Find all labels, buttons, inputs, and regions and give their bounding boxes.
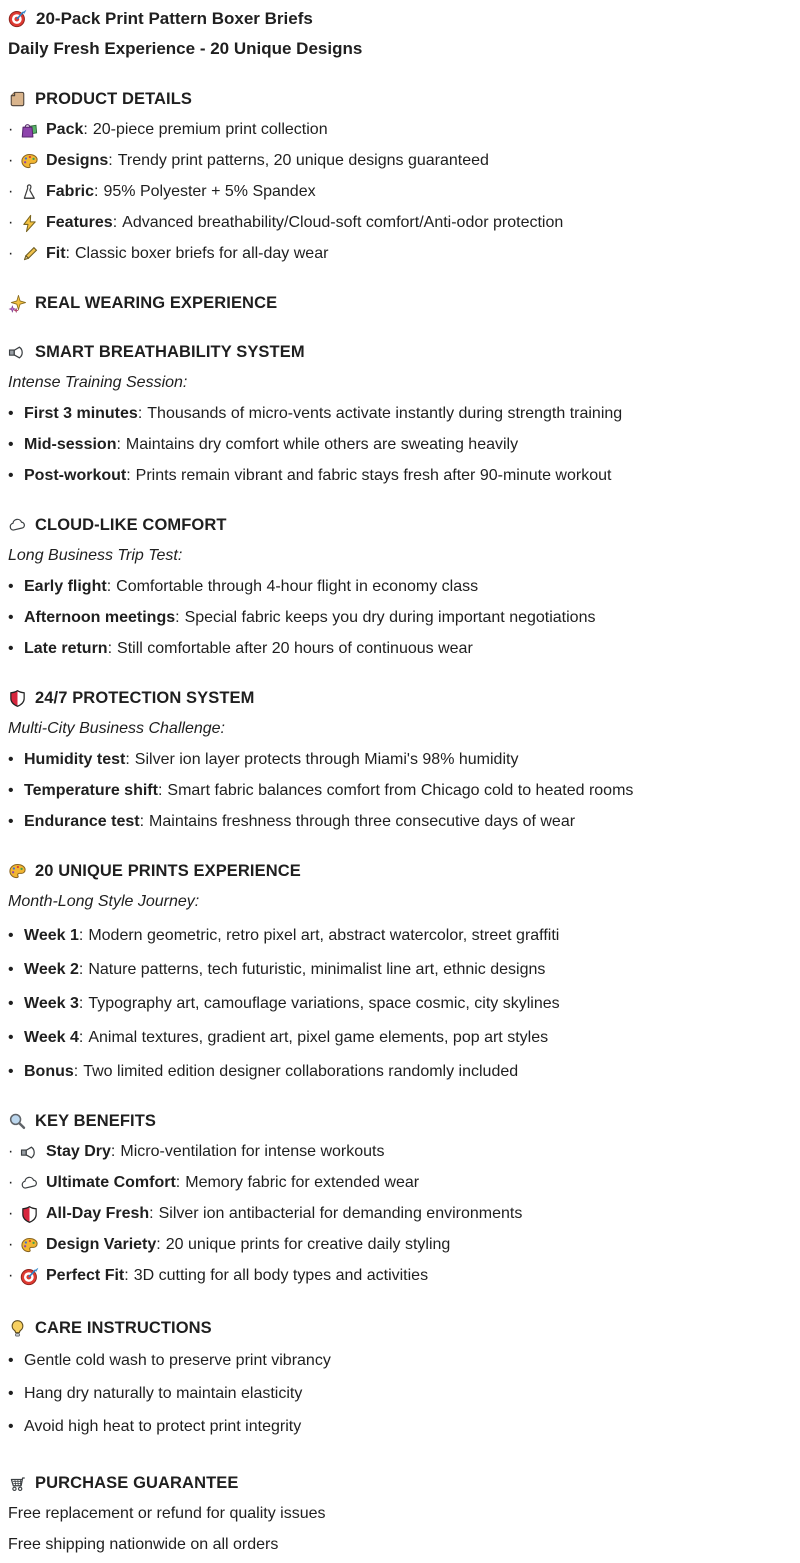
list-item (8, 607, 800, 629)
page-title-text: 20-Pack Print Pattern Boxer Briefs (36, 9, 313, 28)
pencil-icon (20, 245, 39, 264)
shopping-bag-icon (20, 121, 39, 140)
bullet-dot: · (8, 183, 14, 200)
item-text: Hang dry naturally to maintain elasticity (24, 1385, 303, 1402)
item-label: Temperature shift : (24, 780, 162, 802)
bullet-dot: • (8, 467, 14, 484)
list-item (8, 403, 800, 425)
list-item (8, 1265, 800, 1287)
bullet-dot: • (8, 751, 14, 768)
bullet-dot: • (8, 640, 14, 657)
item-text: Typography art, camouflage variations, space cosmic, city skylines (88, 995, 560, 1012)
item-text: 20-piece premium print collection (92, 121, 328, 138)
item-text: 3D cutting for all body types and activities (133, 1267, 429, 1284)
item-text: Modern geometric, retro pixel art, abstract watercolor, street graffiti (88, 927, 560, 944)
scenario-label: Month-Long Style Journey: (8, 893, 200, 910)
bullet-dot: • (8, 578, 14, 595)
bullet-dot: • (8, 813, 14, 830)
item-text: Avoid high heat to protect print integrity (24, 1418, 302, 1435)
item-text: Silver ion layer protects through Miami's 98% humidity (134, 751, 519, 768)
scenario-label: Intense Training Session: (8, 374, 188, 391)
section-heading-real-wearing (8, 292, 800, 314)
scenario-label: Multi-City Business Challenge: (8, 720, 225, 737)
cloud-icon (8, 516, 27, 535)
bullet-dot: · (8, 245, 14, 262)
item-label: Features : (46, 212, 117, 234)
list-item (8, 1141, 800, 1163)
bullet-dot: · (8, 1174, 14, 1191)
bullet-dot: · (8, 1205, 14, 1222)
bullet-dot: • (8, 1063, 14, 1080)
bullet-dot: • (8, 961, 14, 978)
thread-icon (20, 183, 39, 202)
section-heading-breathability (8, 341, 800, 363)
bullet-dot: · (8, 1267, 14, 1284)
section-heading-protection (8, 687, 800, 709)
section-heading-label: KEY BENEFITS (35, 1112, 157, 1130)
item-text: Nature patterns, tech futuristic, minimalist line art, ethnic designs (88, 961, 546, 978)
item-text: Still comfortable after 20 hours of continuous wear (117, 640, 473, 657)
item-label: Early flight : (24, 576, 111, 598)
shopping-cart-icon (8, 1474, 27, 1493)
section-heading-label: PURCHASE GUARANTEE (35, 1474, 239, 1492)
item-label: Week 4 : (24, 1027, 83, 1049)
shield-icon (8, 689, 27, 708)
list-item (8, 749, 800, 771)
list-item (8, 1172, 800, 1194)
item-text: Micro-ventilation for intense workouts (120, 1143, 385, 1160)
list-item (8, 780, 800, 802)
list-item (8, 1383, 800, 1405)
item-label: Stay Dry : (46, 1141, 115, 1163)
bullet-dot: · (8, 152, 14, 169)
section-heading-comfort (8, 514, 800, 536)
list-item (8, 959, 800, 981)
item-text: Animal textures, gradient art, pixel game elements, pop art styles (88, 1029, 549, 1046)
list-item (8, 1203, 800, 1225)
section-heading-label: CLOUD-LIKE COMFORT (35, 516, 227, 534)
item-text: Thousands of micro-vents activate instantly during strength training (147, 405, 623, 422)
item-label: Afternoon meetings : (24, 607, 180, 629)
palette-icon (20, 152, 39, 171)
bullet-dot: • (8, 1029, 14, 1046)
shield-icon (20, 1205, 39, 1224)
section-heading-product-details (8, 88, 800, 110)
section-heading-label: REAL WEARING EXPERIENCE (35, 294, 278, 312)
bullet-dot: • (8, 1385, 14, 1402)
megaphone-icon (8, 343, 27, 362)
item-label: Post-workout : (24, 465, 131, 487)
bullet-dot: · (8, 1143, 14, 1160)
list-item (8, 434, 800, 456)
item-text: Gentle cold wash to preserve print vibrancy (24, 1352, 331, 1369)
bullet-dot: · (8, 1236, 14, 1253)
bullet-dot: • (8, 609, 14, 626)
item-text: Maintains dry comfort while others are sweating heavily (125, 436, 519, 453)
list-item (8, 576, 800, 598)
list-item (8, 1234, 800, 1256)
section-heading-prints (8, 860, 800, 882)
item-text: Prints remain vibrant and fabric stays fresh after 90-minute workout (135, 467, 612, 484)
list-item (8, 465, 800, 487)
list-item (8, 993, 800, 1015)
list-item (8, 212, 800, 234)
item-label: Endurance test : (24, 811, 144, 833)
lightning-icon (20, 214, 39, 233)
magnifier-icon (8, 1112, 27, 1131)
bullet-dot: • (8, 782, 14, 799)
list-item (8, 119, 800, 141)
bullet-dot: • (8, 1352, 14, 1369)
item-text: Two limited edition designer collaborations randomly included (83, 1063, 519, 1080)
lightbulb-icon (8, 1319, 27, 1338)
section-heading-label: 20 UNIQUE PRINTS EXPERIENCE (35, 862, 301, 880)
item-label: Mid-session : (24, 434, 121, 456)
section-heading-label: 24/7 PROTECTION SYSTEM (35, 689, 255, 707)
item-text: Advanced breathability/Cloud-soft comfort/Anti-odor protection (122, 214, 564, 231)
scenario-label: Long Business Trip Test: (8, 547, 183, 564)
bullet-dot: • (8, 1418, 14, 1435)
item-text: Special fabric keeps you dry during important negotiations (184, 609, 596, 626)
item-label: First 3 minutes : (24, 403, 142, 425)
page-subtitle: Daily Fresh Experience - 20 Unique Designs (8, 39, 363, 58)
sparkles-icon (8, 294, 27, 313)
item-label: Fit : (46, 243, 70, 265)
palette-icon (8, 862, 27, 881)
item-label: Humidity test : (24, 749, 130, 771)
item-label: Week 2 : (24, 959, 83, 981)
section-heading-care (8, 1317, 800, 1339)
bullet-dot: • (8, 927, 14, 944)
item-text: Classic boxer briefs for all-day wear (75, 245, 329, 262)
bullet-dot: · (8, 214, 14, 231)
section-heading-label: SMART BREATHABILITY SYSTEM (35, 343, 305, 361)
item-label: Designs : (46, 150, 113, 172)
item-label: Bonus : (24, 1061, 78, 1083)
bullet-dot: • (8, 995, 14, 1012)
list-item (8, 1027, 800, 1049)
item-text: Memory fabric for extended wear (185, 1174, 420, 1191)
item-label: Fabric : (46, 181, 98, 203)
list-item (8, 925, 800, 947)
list-item (8, 1061, 800, 1083)
item-label: Week 1 : (24, 925, 83, 947)
item-label: Late return : (24, 638, 112, 660)
item-label: Ultimate Comfort : (46, 1172, 180, 1194)
target-icon (20, 1267, 39, 1286)
item-text: Trendy print patterns, 20 unique designs guaranteed (117, 152, 489, 169)
item-text: 95% Polyester + 5% Spandex (103, 183, 316, 200)
list-item (8, 181, 800, 203)
list-item (8, 811, 800, 833)
item-text: Silver ion antibacterial for demanding environments (158, 1205, 523, 1222)
item-text: 20 unique prints for creative daily styling (165, 1236, 451, 1253)
section-heading-guarantee (8, 1472, 800, 1494)
item-text: Smart fabric balances comfort from Chicago cold to heated rooms (167, 782, 634, 799)
list-item (8, 1416, 800, 1438)
item-text: Comfortable through 4-hour flight in economy class (116, 578, 479, 595)
item-label: Pack : (46, 119, 88, 141)
bullet-dot: • (8, 405, 14, 422)
list-item (8, 638, 800, 660)
section-heading-label: PRODUCT DETAILS (35, 90, 193, 108)
list-item (8, 243, 800, 265)
item-label: All-Day Fresh : (46, 1203, 154, 1225)
page-title (8, 7, 800, 30)
guarantee-line: Free shipping nationwide on all orders (8, 1536, 279, 1553)
cloud-icon (20, 1174, 39, 1193)
bullet-dot: · (8, 121, 14, 138)
palette-icon (20, 1236, 39, 1255)
section-heading-label: CARE INSTRUCTIONS (35, 1319, 212, 1337)
package-icon (8, 90, 27, 109)
item-label: Week 3 : (24, 993, 83, 1015)
section-heading-benefits (8, 1110, 800, 1132)
target-icon (8, 9, 27, 28)
bullet-dot: • (8, 436, 14, 453)
megaphone-icon (20, 1143, 39, 1162)
item-label: Perfect Fit : (46, 1265, 129, 1287)
list-item (8, 150, 800, 172)
list-item (8, 1350, 800, 1372)
item-text: Maintains freshness through three consecutive days of wear (149, 813, 576, 830)
guarantee-line: Free replacement or refund for quality issues (8, 1505, 326, 1522)
item-label: Design Variety : (46, 1234, 161, 1256)
